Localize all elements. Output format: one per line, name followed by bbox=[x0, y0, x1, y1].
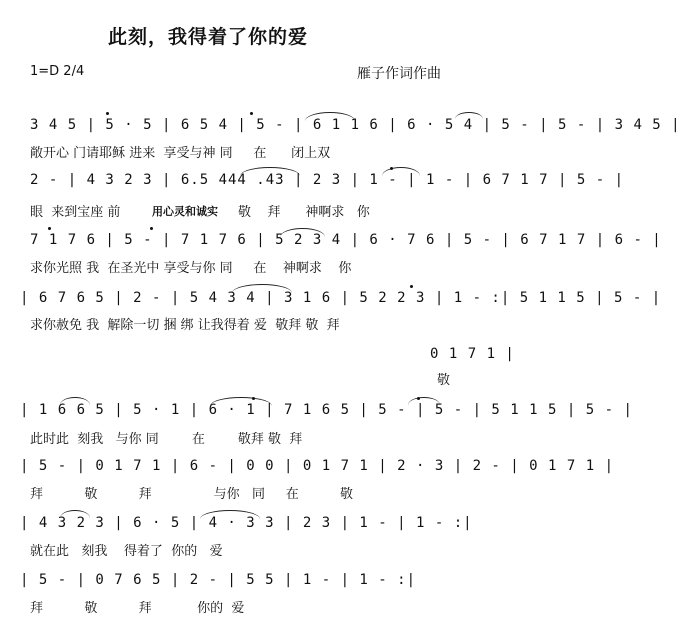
slur-mark bbox=[210, 397, 272, 406]
slur-mark bbox=[408, 397, 440, 405]
key-signature: 1=D 2/4 bbox=[30, 64, 85, 79]
notation-row-6: | 1 6 6 5 | 5 · 1 | 6 · 1 | 7 1 6 5 | 5 - | 5 - | 5 1 1 5 | 5 - | bbox=[20, 402, 633, 418]
page-title: 此刻，我得着了你的爱 bbox=[108, 26, 309, 48]
slur-mark bbox=[382, 167, 420, 176]
notation-row-3: 7 1 7 6 | 5 - | 7 1 7 6 | 5 2 3 4 | 6 · 7 6 | 5 - | 6 7 1 7 | 6 - | bbox=[30, 232, 662, 248]
lyrics-row-8: 就在此 刻我 得着了 你的 爱 bbox=[30, 544, 223, 559]
slur-mark bbox=[232, 284, 292, 293]
lyrics-row-7: 拜 敬 拜 与你 同 在 敬 bbox=[30, 487, 354, 502]
lyrics-row-2: 眼 来到宝座 前 bbox=[30, 205, 121, 220]
octave-dot bbox=[250, 112, 253, 115]
notation-row-4: | 6 7 6 5 | 2 - | 5 4 3 4 | 3 1 6 | 5 2 2 3 | 1 - :| 5 1 1 5 | 5 - | bbox=[20, 290, 662, 306]
notation-row-7: | 5 - | 0 1 7 1 | 6 - | 0 0 | 0 1 7 1 | 2 · 3 | 2 - | 0 1 7 1 | bbox=[20, 458, 615, 474]
notation-row-1: 3 4 5 | 5 · 5 | 6 5 4 | 5 - | 6 1 1 6 | 6 · 5 4 | 5 - | 5 - | 3 4 5 | bbox=[30, 117, 681, 133]
lyrics-row-3: 求你光照 我 在圣光中 享受与你 同 在 神啊求 你 bbox=[30, 261, 352, 276]
lyrics-row-5: 敬 bbox=[437, 373, 451, 388]
slur-mark bbox=[200, 510, 260, 519]
lyrics-row-2-tail: 敬 拜 神啊求 你 bbox=[238, 205, 370, 220]
octave-dot bbox=[390, 167, 393, 170]
lyrics-row-9: 拜 敬 拜 你的 爱 bbox=[30, 601, 245, 616]
slur-mark bbox=[240, 167, 300, 176]
slur-mark bbox=[280, 228, 325, 237]
octave-dot bbox=[106, 112, 109, 115]
lyrics-row-1: 敞开心 门请耶稣 进来 享受与神 同 在 闭上双 bbox=[30, 146, 331, 161]
lyrics-row-4: 求你赦免 我 解除一切 捆 绑 让我得着 爱 敬拜 敬 拜 bbox=[30, 318, 340, 333]
notation-row-9: | 5 - | 0 7 6 5 | 2 - | 5 5 | 1 - | 1 - :| bbox=[20, 572, 417, 588]
author-credit: 雁子作词作曲 bbox=[357, 66, 441, 82]
lyrics-row-2-inline: 用心灵和诚实 bbox=[152, 205, 218, 218]
lyrics-row-6: 此时此 刻我 与你 同 在 敬拜 敬 拜 bbox=[30, 432, 303, 447]
slur-mark bbox=[455, 112, 483, 119]
slur-mark bbox=[60, 510, 90, 518]
octave-dot bbox=[150, 227, 153, 230]
notation-row-5: 0 1 7 1 | bbox=[430, 346, 515, 362]
slur-mark bbox=[305, 112, 355, 121]
octave-dot bbox=[252, 397, 255, 400]
octave-dot bbox=[410, 285, 413, 288]
notation-row-2: 2 - | 4 3 2 3 | 6.5 444 .43 | 2 3 | 1 - | 1 - | 6 7 1 7 | 5 - | bbox=[30, 172, 625, 188]
octave-dot bbox=[417, 397, 420, 400]
notation-row-8: | 4 3 2 3 | 6 · 5 | 4 · 3 3 | 2 3 | 1 - | 1 - :| bbox=[20, 515, 473, 531]
octave-dot bbox=[48, 227, 51, 230]
slur-mark bbox=[60, 397, 90, 405]
